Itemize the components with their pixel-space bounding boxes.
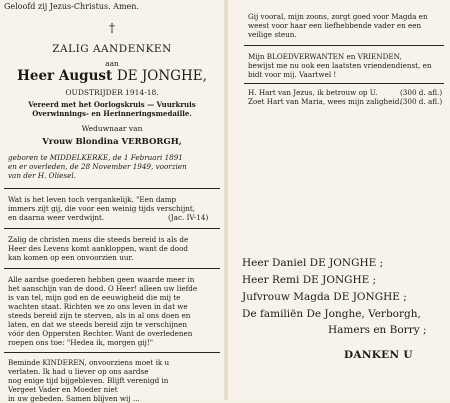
paragraph-3-line-4: Vergeet Vader en Moeder niet bbox=[8, 385, 118, 394]
paragraph-2-line-3: is van tel, mijn god en de eeuwigheid die mij te bbox=[8, 293, 181, 302]
paragraph-3-line-3: nog enige tijd bijgebleven. Blijft verenigd in bbox=[8, 376, 169, 385]
paragraph-3-line-1: Beminde KINDEREN, onvoorziens moet ik u bbox=[8, 358, 170, 367]
bio-line-1: geboren te MIDDELKERKE, de 1 Februari 1891 bbox=[8, 153, 183, 162]
deceased-name-prefix: Heer August bbox=[17, 68, 117, 84]
divider bbox=[4, 188, 220, 189]
paragraph-1-line-1: Zalig de christen mens die steeds bereid is als de bbox=[8, 235, 189, 244]
quote-line-2: immers zijt gij, die voor een weinig tijds verschijnt, bbox=[8, 204, 196, 213]
memorial-heading: ZALIG AANDENKEN bbox=[52, 43, 172, 55]
paragraph-2-line-4: wachten staat. Richten we zo ons leven in dat we bbox=[8, 302, 188, 311]
paragraph-1-line-2: Heer des Levens komt aankloppen, want de dood bbox=[8, 244, 189, 253]
prayer-indulgence-2: (300 d. afl.) bbox=[400, 97, 443, 106]
bio-line-2: en er overleden, de 28 November 1949, voorzien bbox=[8, 162, 187, 171]
family-line-3: Jufvrouw Magda DE JONGHE ; bbox=[242, 291, 407, 303]
paragraph-2-line-1: Alle aardse goederen hebben geen waarde meer in bbox=[8, 275, 195, 284]
faith-line: Geloofd zij Jezus-Christus. Amen. bbox=[4, 2, 139, 11]
deceased-surname: DE JONGHE, bbox=[116, 68, 207, 84]
aan-label: aan bbox=[105, 59, 119, 68]
paragraph-2-line-5: steeds bereid zijn te sterven, als in al ons doen en bbox=[8, 311, 191, 320]
family-line-1: Heer Daniel DE JONGHE ; bbox=[242, 257, 384, 269]
paragraph-3-line-2: verlaten. Ik had u liever op ons aardse bbox=[8, 367, 149, 376]
left-page bbox=[0, 0, 224, 403]
paragraph-1-line-3: kan komen op een onvoorzien uur. bbox=[8, 253, 134, 262]
right-page bbox=[228, 0, 450, 400]
spouse-name: Vrouw Blondina VERBORGH, bbox=[42, 137, 182, 147]
paragraph-2-line-8: roepen ons toe: "Hedea ik, morgen gij!" bbox=[8, 338, 154, 347]
divider bbox=[244, 45, 444, 46]
prayer-indulgence-1: (300 d. afl.) bbox=[400, 88, 443, 97]
divider bbox=[4, 352, 220, 353]
quote-line-3: en daarna weer verdwijnt. bbox=[8, 213, 105, 222]
veteran-line: OUDSTRIJDER 1914-18. bbox=[65, 88, 159, 97]
cross-icon: † bbox=[109, 21, 115, 35]
relatives-line-3: bidt voor mij. Vaartwel ! bbox=[248, 70, 337, 79]
thanks-heading: DANKEN U bbox=[344, 349, 413, 361]
divider bbox=[244, 83, 444, 84]
decoration-line-2: Overwinnings- en Herinneringsmedaille. bbox=[32, 109, 192, 118]
relatives-line-1: Mijn BLOEDVERWANTEN en VRIENDEN, bbox=[248, 52, 402, 61]
family-line-4: De familiën De Jonghe, Verborgh, bbox=[242, 308, 421, 320]
relatives-line-2: bewijst me nu ook een laatsten vriendendienst, en bbox=[248, 61, 432, 70]
divider bbox=[4, 228, 220, 229]
paragraph-2-line-2: het aanschijn van de dood. O Heer! alleen uw liefde bbox=[8, 284, 198, 293]
divider bbox=[4, 268, 220, 269]
paragraph-2-line-6: laten, en dat we steeds bereid zijn te verschijnen bbox=[8, 320, 188, 329]
widower-label: Weduwnaar van bbox=[81, 124, 143, 133]
deceased-name bbox=[0, 70, 224, 84]
quote-reference: (Jac. IV-14) bbox=[168, 213, 209, 222]
paragraph-3-line-5: in uw gebeden. Samen blijven wij ... bbox=[8, 394, 140, 403]
closing-line-2: weest voor haar een liefhebbende vader en een bbox=[248, 21, 422, 30]
closing-line-1: Gij vooral, mijn zoons, zorgt goed voor Magda en bbox=[248, 12, 428, 21]
quote-line-1: Wat is het leven toch vergankelijk. "Een damp bbox=[8, 195, 177, 204]
closing-line-3: veilige steun. bbox=[248, 30, 297, 39]
decoration-line-1: Vereerd met het Oorlogskruis — Vuurkruis bbox=[28, 100, 196, 109]
family-line-2: Heer Remi DE JONGHE ; bbox=[242, 274, 377, 286]
prayer-line-2: Zoet Hart van Maria, wees mijn zaligheid. bbox=[248, 97, 402, 106]
paragraph-2-line-7: vóór den Oppersten Rechter. Want de overledenen bbox=[8, 329, 193, 338]
prayer-line-1: H. Hart van Jezus, ik betrouw op U. bbox=[248, 88, 378, 97]
bio-line-3: van der H. Oliesel. bbox=[8, 171, 76, 180]
family-line-5: Hamers en Borry ; bbox=[328, 324, 427, 336]
